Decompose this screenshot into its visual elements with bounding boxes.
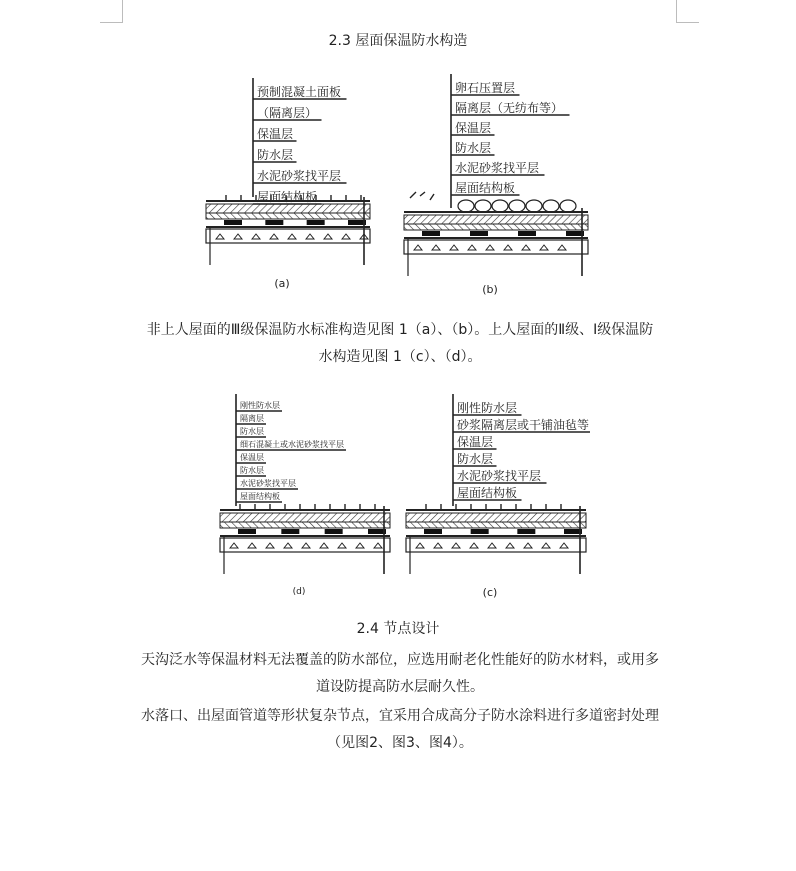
gravel-pebble	[560, 200, 576, 212]
layer-label: 水泥砂浆找平层	[457, 469, 542, 483]
aggregate-mark	[248, 543, 256, 548]
layer-label: 预制混凝土面板	[257, 85, 342, 99]
layer-label: 刚性防水层	[457, 401, 518, 415]
gravel-pebble	[475, 200, 491, 212]
waterproof-block	[238, 529, 256, 534]
waterproof-block	[471, 529, 489, 534]
aggregate-mark	[374, 543, 382, 548]
aggregate-mark	[434, 543, 442, 548]
layer-label: 水泥砂浆找平层	[455, 161, 540, 175]
layer-label: 保温层	[457, 435, 494, 449]
layer-label: 屋面结构板	[457, 486, 518, 500]
layer-label: 防水层	[455, 141, 492, 155]
aggregate-mark	[432, 245, 440, 250]
waterproof-block	[517, 529, 535, 534]
layer-label: 屋面结构板	[240, 492, 280, 501]
waterproof-block	[422, 231, 440, 236]
gravel-pebble	[526, 200, 542, 212]
layer-label: （隔离层）	[257, 106, 318, 120]
waterproof-block	[307, 220, 325, 225]
section-heading-2-4: 2.4 节点设计	[356, 621, 440, 637]
aggregate-mark	[470, 543, 478, 548]
page-corner-mark-top-right	[676, 0, 699, 23]
waterproof-block	[424, 529, 442, 534]
layer-label: 保温层	[240, 453, 264, 462]
structural-slab	[206, 229, 370, 243]
layer-label: 隔离层	[240, 414, 264, 423]
insulation-layer	[220, 513, 390, 522]
layer-label: 保温层	[455, 121, 492, 135]
section-heading-2-3: 2.3 屋面保温防水构造	[328, 33, 468, 49]
aggregate-mark	[288, 234, 296, 239]
aggregate-mark	[416, 543, 424, 548]
edge-mark	[410, 192, 434, 200]
aggregate-mark	[324, 234, 332, 239]
waterproof-block	[518, 231, 536, 236]
aggregate-mark	[320, 543, 328, 548]
aggregate-mark	[342, 234, 350, 239]
aggregate-mark	[450, 245, 458, 250]
waterproof-block	[224, 220, 242, 225]
layer-label: 防水层	[240, 427, 264, 436]
figure-caption: (c)	[482, 586, 498, 599]
aggregate-mark	[504, 245, 512, 250]
layer-label: 保温层	[257, 127, 294, 141]
insulation-layer	[206, 204, 370, 213]
aggregate-mark	[488, 543, 496, 548]
waterproof-block	[325, 529, 343, 534]
aggregate-mark	[230, 543, 238, 548]
gravel-pebble	[509, 200, 525, 212]
layer-label: 水泥砂浆找平层	[240, 479, 296, 488]
layer-label: 细石混凝土或水泥砂浆找平层	[240, 440, 344, 449]
membrane-layer	[406, 522, 586, 528]
paragraph-node-design-1: 天沟泛水等保温材料无法覆盖的防水部位，应选用耐老化性能好的防水材料，或用多道设防提高防水层耐久性。	[141, 652, 659, 695]
membrane-layer	[206, 213, 370, 219]
layer-label: 刚性防水层	[240, 401, 280, 410]
aggregate-mark	[284, 543, 292, 548]
insulation-layer	[406, 513, 586, 522]
insulation-layer	[404, 215, 588, 224]
aggregate-mark	[522, 245, 530, 250]
layer-label: 防水层	[240, 466, 264, 475]
figure-caption: (b)	[482, 283, 498, 296]
layer-label: 隔离层（无纺布等）	[455, 101, 564, 115]
layer-label: 防水层	[257, 148, 294, 162]
aggregate-mark	[468, 245, 476, 250]
aggregate-mark	[524, 543, 532, 548]
aggregate-mark	[302, 543, 310, 548]
waterproof-block	[265, 220, 283, 225]
gravel-pebble	[543, 200, 559, 212]
aggregate-mark	[558, 245, 566, 250]
waterproof-block	[281, 529, 299, 534]
aggregate-mark	[234, 234, 242, 239]
layer-label: 屋面结构板	[455, 181, 516, 195]
membrane-layer	[220, 522, 390, 528]
gravel-pebble	[492, 200, 508, 212]
aggregate-mark	[540, 245, 548, 250]
layer-label: 水泥砂浆找平层	[257, 169, 342, 183]
figure-a	[198, 68, 378, 293]
waterproof-block	[470, 231, 488, 236]
layer-label: 卵石压置层	[455, 81, 516, 95]
aggregate-mark	[414, 245, 422, 250]
gravel-pebble	[458, 200, 474, 212]
aggregate-mark	[216, 234, 224, 239]
paragraph-node-design-2: 水落口、出屋面管道等形状复杂节点，宜采用合成高分子防水涂料进行多道密封处理（见图2、图3、图4）。	[141, 708, 659, 751]
figure-c	[398, 390, 594, 602]
layer-label: 砂浆隔离层或干铺油毡等	[457, 418, 590, 432]
structural-slab	[406, 538, 586, 552]
aggregate-mark	[560, 543, 568, 548]
aggregate-mark	[506, 543, 514, 548]
aggregate-mark	[356, 543, 364, 548]
paragraph-roof-standard: 非上人屋面的Ⅲ级保温防水标准构造见图 1（a）、（b）。上人屋面的Ⅱ级、Ⅰ级保温防水构造见图 1（c）、（d）。	[146, 322, 654, 365]
aggregate-mark	[270, 234, 278, 239]
membrane-layer	[404, 224, 588, 230]
figure-b	[396, 64, 596, 299]
figure-caption: (a)	[274, 277, 290, 290]
aggregate-mark	[452, 543, 460, 548]
aggregate-mark	[266, 543, 274, 548]
layer-label: 屋面结构板	[257, 190, 318, 204]
figure-caption: (d)	[292, 587, 306, 597]
aggregate-mark	[252, 234, 260, 239]
aggregate-mark	[338, 543, 346, 548]
figure-d	[212, 390, 398, 600]
aggregate-mark	[306, 234, 314, 239]
page-corner-mark-top-left	[100, 0, 123, 23]
aggregate-mark	[486, 245, 494, 250]
layer-label: 防水层	[457, 452, 494, 466]
aggregate-mark	[542, 543, 550, 548]
